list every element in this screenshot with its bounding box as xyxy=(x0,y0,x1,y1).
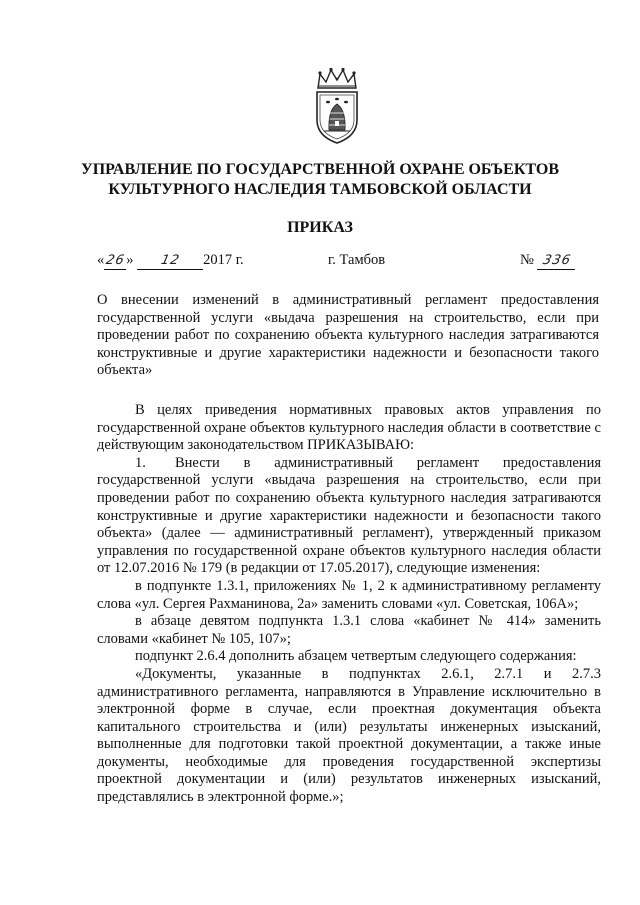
number-sign: № xyxy=(520,252,534,268)
quoted-text-paragraph: «Документы, указанные в подпунктах 2.6.1, 2.7.1 и 2.7.3 административного регламента, направляются в Управление исключительно в электронной форме в случае, если проектная документация объекта капитального строительства и (или) результаты инженерных изысканий, выполненные для подготовки такой проектной документации, а также иные документы, необходимые для проведения государственной экспертизы проектной документации и (или) результатов инженерных изысканий, представлялись в электронной форме.»; xyxy=(97,665,601,806)
order-number-handwritten: 336 xyxy=(541,253,573,268)
change-1-paragraph: в подпункте 1.3.1, приложениях № 1, 2 к административному регламенту слова «ул. Сергея Рахманинова, 2а» заменить словами «ул. Советская, 106А»; xyxy=(97,577,601,612)
order-date xyxy=(97,250,244,270)
order-number xyxy=(520,250,575,270)
date-month-handwritten: 12 xyxy=(159,253,182,268)
date-open-quote: « xyxy=(97,252,105,268)
change-3-paragraph: подпункт 2.6.4 дополнить абзацем четвертым следующего содержания: xyxy=(135,648,577,665)
date-year: 2017 г. xyxy=(203,252,244,268)
item-1-number: 1. xyxy=(135,454,146,471)
date-day-handwritten: 26 xyxy=(104,253,127,268)
city: г. Тамбов xyxy=(328,252,386,268)
organization-name-line2: КУЛЬТУРНОГО НАСЛЕДИЯ ТАМБОВСКОЙ ОБЛАСТИ xyxy=(108,181,532,198)
item-1-text: Внести в административный регламент предоставления государственной услуги «выдача разрешения на строительство, если при проведении работ по сохранению объекта культурного наследия затрагиваются конструктивные и другие характеристики надежности и безопасности такого объекта» (далее — административный регламент), утвержденный приказом управления по государственной охране объектов культурного наследия области от 12.07.2016 № 179 (в редакции от 17.05.2017), следующие изменения: xyxy=(97,454,601,577)
order-body xyxy=(97,402,601,807)
preamble-paragraph: В целях приведения нормативных правовых актов управления по государственной охране объектов культурного наследия области в соответствие с действующим законодательством ПРИКАЗЫВАЮ: xyxy=(97,402,601,454)
tambov-coat-of-arms-icon xyxy=(310,66,364,146)
change-2-paragraph: в абзаце девятом подпункта 1.3.1 слова «кабинет № 414» заменить словами «кабинет № 105, 107»; xyxy=(97,613,601,647)
date-close-quote: » xyxy=(126,252,134,268)
organization-name-line1: УПРАВЛЕНИЕ ПО ГОСУДАРСТВЕННОЙ ОХРАНЕ ОБЪЕКТОВ xyxy=(80,161,559,178)
document-type-title: ПРИКАЗ xyxy=(287,219,353,236)
order-subject: О внесении изменений в административный регламент предоставления государственной услуги «выдача разрешения на строительство, если при проведении работ по сохранению объекта культурного наследия затрагиваются конструктивные и другие характеристики надежности и безопасности такого объекта» xyxy=(97,292,599,379)
item-1-paragraph xyxy=(97,455,601,578)
